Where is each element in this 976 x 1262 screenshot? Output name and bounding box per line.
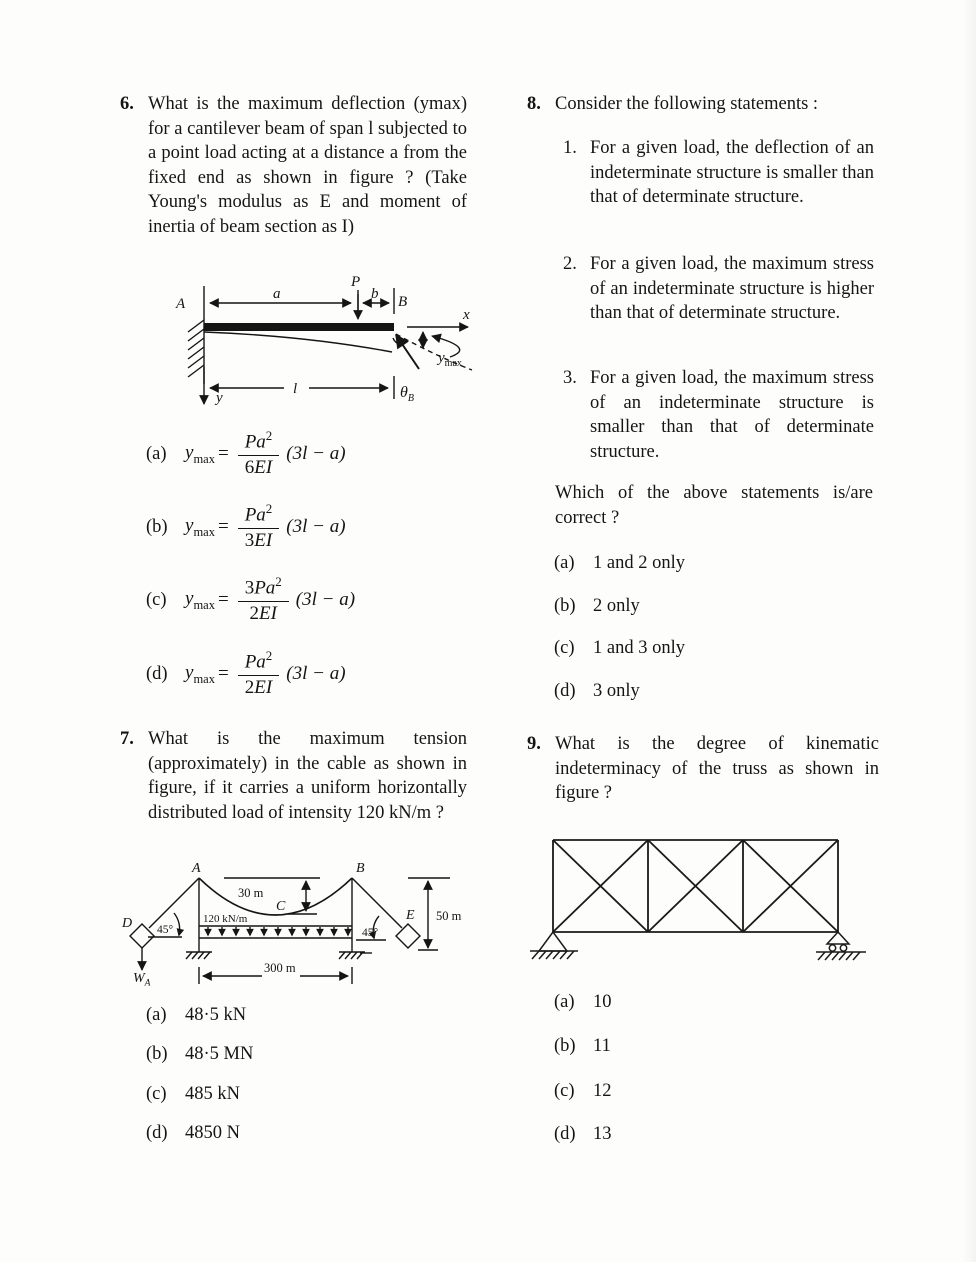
option-label: (b)	[554, 596, 576, 616]
option-text: 48·5 MN	[185, 1044, 254, 1064]
beam-label-load-p: P	[351, 274, 361, 290]
question-7-number: 7.	[120, 729, 134, 749]
cable-label-height: 50 m	[436, 909, 462, 923]
beam-label-theta-b: $\theta_B$	[400, 384, 414, 404]
q6-option-d	[146, 644, 346, 704]
q7-option-b	[146, 1042, 253, 1066]
fraction: $\frac{Pa^2}{6EI}$	[238, 429, 280, 478]
formula-tail: (3l − a)	[286, 443, 346, 464]
q9-option-b	[554, 1034, 611, 1058]
option-label: (d)	[554, 1124, 576, 1144]
beam-label-dim-b: b	[371, 286, 379, 302]
q8-option-d	[554, 679, 640, 703]
question-9	[527, 732, 879, 806]
statement-text: For a given load, the maximum stress of an indeterminate structure is higher than that of determinate structure.	[590, 254, 874, 323]
statement-text: For a given load, the deflection of an indeterminate structure is smaller than that of determinate structure.	[590, 138, 874, 207]
option-label: (a)	[146, 443, 167, 464]
formula-tail: (3l − a)	[286, 663, 346, 684]
q8-statement-2	[563, 252, 874, 326]
option-label: (a)	[554, 553, 575, 573]
option-text: 4850 N	[185, 1123, 240, 1143]
cable-label-a: A	[192, 861, 201, 876]
statement-number: 2.	[563, 254, 577, 274]
cable-label-d: D	[122, 916, 133, 931]
option-text: 12	[593, 1081, 612, 1101]
q9-option-d	[554, 1122, 612, 1146]
cable-label-sag: 30 m	[238, 886, 264, 900]
equals-sign: =	[217, 516, 229, 537]
formula-lhs: $y_{max}$	[185, 441, 215, 466]
truss-roller-support	[816, 932, 866, 960]
option-text: 13	[593, 1124, 612, 1144]
beam-geometry	[188, 286, 472, 404]
option-label: (c)	[146, 1084, 167, 1104]
option-label: (a)	[146, 1005, 167, 1025]
formula-lhs: $y_{max}$	[185, 514, 215, 539]
beam-label-a-support: A	[176, 296, 186, 312]
q6-option-a	[146, 424, 346, 484]
q8-option-c	[554, 636, 685, 660]
cable-figure	[120, 856, 470, 998]
option-label: (d)	[146, 1123, 168, 1143]
q7-option-a	[146, 1003, 246, 1027]
cable-label-angle-right: 45°	[362, 927, 379, 939]
q8-option-a	[554, 551, 685, 575]
option-label: (c)	[554, 638, 575, 658]
truss-pin-support	[530, 932, 578, 959]
q6-option-b	[146, 497, 346, 557]
formula-lhs: $y_{max}$	[185, 661, 215, 686]
q9-option-a	[554, 990, 612, 1014]
question-8	[527, 92, 876, 117]
q8-statement-3	[563, 366, 874, 464]
beam-label-span-l: l	[293, 381, 298, 397]
q7-option-d	[146, 1121, 240, 1145]
question-7-text: What is the maximum tension (approximately) in the cable as shown in figure, if it carries a uniform horizontally distributed load of intensity 120 kN/m ?	[148, 729, 467, 823]
option-text: 10	[593, 992, 612, 1012]
cable-label-angle-left: 45°	[157, 924, 174, 936]
option-label: (b)	[146, 516, 168, 537]
equals-sign: =	[217, 589, 229, 610]
option-label: (b)	[146, 1044, 168, 1064]
beam-label-b-end: B	[398, 294, 408, 310]
q6-option-c	[146, 570, 355, 630]
option-text: 48·5 kN	[185, 1005, 247, 1025]
cable-label-e: E	[406, 908, 415, 923]
q9-option-c	[554, 1079, 612, 1103]
q8-option-b	[554, 594, 640, 618]
cable-label-b: B	[356, 861, 365, 876]
option-label: (a)	[554, 992, 575, 1012]
cable-label-span: 300 m	[264, 961, 296, 975]
option-label: (d)	[146, 663, 168, 684]
cable-label-weight: $W_A$	[133, 971, 151, 989]
option-text: 3 only	[593, 681, 640, 701]
option-label: (c)	[146, 589, 167, 610]
fraction: $\frac{Pa^2}{3EI}$	[238, 502, 280, 551]
statement-text: For a given load, the maximum stress of an indeterminate structure is smaller than that of determinate structure.	[590, 368, 874, 462]
question-6	[120, 92, 467, 239]
fraction: $\frac{3Pa^2}{2EI}$	[238, 575, 289, 624]
option-text: 1 and 3 only	[593, 638, 685, 658]
cable-label-load: 120 kN/m	[203, 913, 248, 925]
formula-lhs: $y_{max}$	[185, 587, 215, 612]
option-text: 1 and 2 only	[593, 553, 685, 573]
equals-sign: =	[217, 663, 229, 684]
q8-question-line: Which of the above statements is/are correct ?	[555, 483, 873, 528]
formula-tail: (3l − a)	[286, 516, 346, 537]
q8-statement-1	[563, 136, 874, 210]
option-label: (d)	[554, 681, 576, 701]
q7-option-c	[146, 1082, 240, 1106]
beam-label-ymax: $y_{max}$	[438, 350, 462, 369]
truss-geometry	[553, 840, 838, 932]
question-6-number: 6.	[120, 94, 134, 114]
question-8-intro: Consider the following statements :	[555, 94, 819, 114]
question-7	[120, 727, 467, 825]
beam-label-x-axis: x	[463, 307, 470, 323]
option-text: 2 only	[593, 596, 640, 616]
question-9-number: 9.	[527, 734, 541, 754]
formula-tail: (3l − a)	[295, 589, 356, 610]
option-text: 485 kN	[185, 1084, 240, 1104]
statement-number: 3.	[563, 368, 577, 388]
option-label: (c)	[554, 1081, 575, 1101]
beam-label-y-axis: y	[216, 390, 223, 406]
truss-figure	[528, 832, 908, 970]
option-label: (b)	[554, 1036, 576, 1056]
question-9-text: What is the degree of kinematic indeterminacy of the truss as shown in figure ?	[555, 734, 879, 803]
equals-sign: =	[217, 443, 229, 464]
question-6-text: What is the maximum deflection (ymax) for a cantilever beam of span l subjected to a point load acting at a distance a from the fixed end as shown in figure ? (Take Young's modulus as E and moment of inertia of beam section as I)	[148, 94, 467, 237]
statement-number: 1.	[563, 138, 577, 158]
cable-label-c: C	[276, 899, 286, 914]
option-text: 11	[593, 1036, 611, 1056]
question-8-number: 8.	[527, 94, 541, 114]
beam-figure	[146, 272, 486, 414]
fraction: $\frac{Pa^2}{2EI}$	[238, 649, 280, 698]
beam-label-dim-a: a	[273, 286, 281, 302]
